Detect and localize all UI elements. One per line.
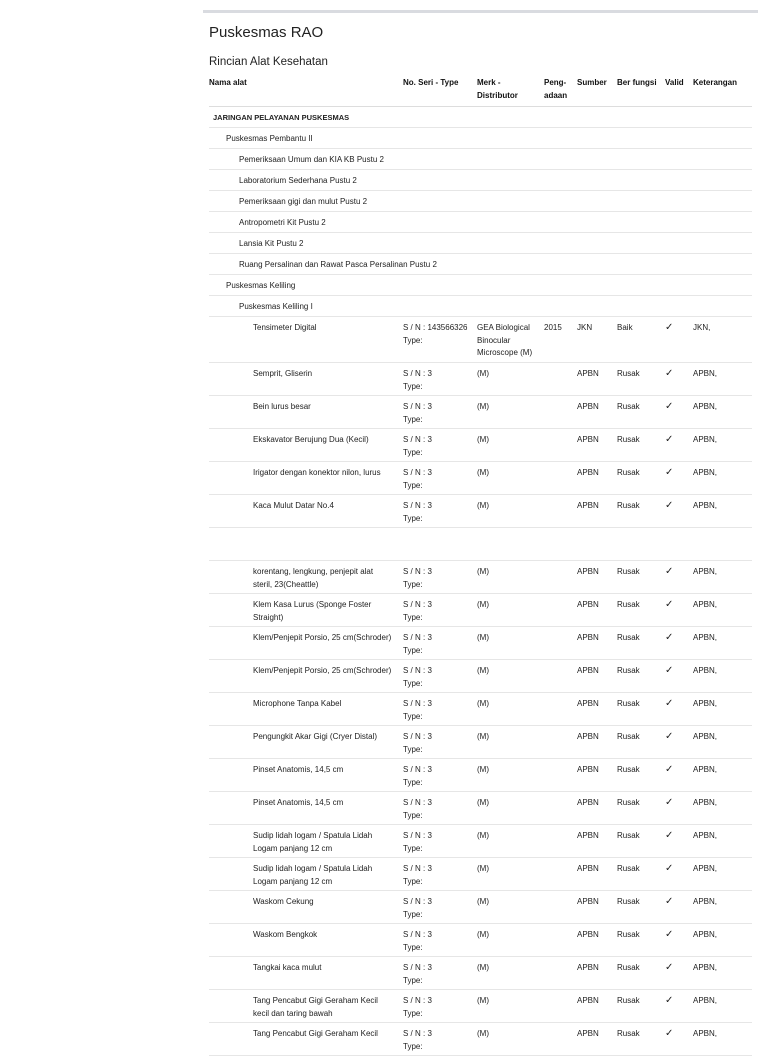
serial-number: S / N : 3 [403, 864, 432, 873]
serial-type: Type: [403, 579, 423, 589]
serial-number: S / N : 3 [403, 930, 432, 939]
serial-type: Type: [403, 381, 423, 391]
item-name: Pinset Anatomis, 14,5 cm [253, 798, 344, 807]
col-sumber: Sumber [577, 78, 607, 87]
valid-check-icon: ✓ [665, 665, 674, 676]
item-fungsi: Rusak [617, 666, 640, 675]
valid-check-icon: ✓ [665, 368, 674, 379]
serial-number: S / N : 3 [403, 468, 432, 477]
item-fungsi: Rusak [617, 765, 640, 774]
item-keterangan: APBN, [693, 996, 718, 1005]
item-serial [403, 665, 473, 690]
item-rows [209, 317, 752, 1056]
item-keterangan: APBN, [693, 501, 718, 510]
table-row [209, 957, 752, 990]
serial-number: S / N : 3 [403, 369, 432, 378]
table-row [209, 1023, 752, 1056]
serial-number: S / N : 3 [403, 699, 432, 708]
item-name: Klem/Penjepit Porsio, 25 cm(Schroder) [253, 633, 392, 642]
item-fungsi: Rusak [617, 468, 640, 477]
serial-number: S / N : 3 [403, 897, 432, 906]
table-header [209, 71, 752, 107]
serial-type: Type: [403, 975, 423, 985]
item-keterangan: APBN, [693, 963, 718, 972]
group-label: Pemeriksaan gigi dan mulut Pustu 2 [239, 197, 368, 206]
page-subtitle: Rincian Alat Kesehatan [209, 56, 328, 68]
item-sumber: APBN [577, 732, 599, 741]
item-merk: GEA Biological Binocular Microscope (M) [477, 323, 533, 357]
serial-type: Type: [403, 645, 423, 655]
item-fungsi: Rusak [617, 633, 640, 642]
item-merk: (M) [477, 402, 489, 411]
item-sumber: APBN [577, 765, 599, 774]
item-sumber: APBN [577, 1029, 599, 1038]
item-merk: (M) [477, 468, 489, 477]
item-name: Tang Pencabut Gigi Geraham Kecil kecil dan taring bawah [253, 996, 378, 1018]
item-name: korentang, lengkung, penjepit alat steril, 23(Cheattle) [253, 567, 374, 589]
item-sumber: APBN [577, 897, 599, 906]
table-row [209, 891, 752, 924]
serial-type: Type: [403, 744, 423, 754]
group-row [209, 254, 752, 275]
item-serial [403, 929, 473, 954]
item-serial [403, 797, 473, 822]
item-serial [403, 995, 473, 1020]
item-fungsi: Rusak [617, 732, 640, 741]
serial-number: S / N : 3 [403, 435, 432, 444]
empty-row [209, 528, 752, 561]
item-fungsi: Rusak [617, 699, 640, 708]
serial-type: Type: [403, 909, 423, 919]
item-sumber: APBN [577, 666, 599, 675]
item-serial [403, 698, 473, 723]
item-name: Waskom Bengkok [253, 930, 318, 939]
item-keterangan: APBN, [693, 831, 718, 840]
item-name: Bein lurus besar [253, 402, 311, 411]
table-row [209, 759, 752, 792]
valid-check-icon: ✓ [665, 599, 674, 610]
serial-number: S / N : 3 [403, 732, 432, 741]
group-row [209, 296, 752, 317]
item-serial [403, 434, 473, 459]
table-row [209, 396, 752, 429]
item-keterangan: JKN, [693, 323, 711, 332]
item-merk: (M) [477, 831, 489, 840]
item-name: Semprit, Gliserin [253, 369, 313, 378]
item-keterangan: APBN, [693, 798, 718, 807]
item-sumber: APBN [577, 600, 599, 609]
valid-check-icon: ✓ [665, 797, 674, 808]
item-sumber: APBN [577, 567, 599, 576]
item-fungsi: Rusak [617, 864, 640, 873]
equipment-table [209, 71, 752, 1056]
item-fungsi: Rusak [617, 435, 640, 444]
group-row [209, 107, 752, 128]
table-row [209, 990, 752, 1023]
table-row [209, 594, 752, 627]
serial-type: Type: [403, 711, 423, 721]
group-row [209, 275, 752, 296]
item-merk: (M) [477, 930, 489, 939]
page-title: Puskesmas RAO [209, 24, 324, 41]
item-serial [403, 401, 473, 426]
item-fungsi: Rusak [617, 798, 640, 807]
valid-check-icon: ✓ [665, 401, 674, 412]
item-merk: (M) [477, 435, 489, 444]
item-merk: (M) [477, 996, 489, 1005]
item-fungsi: Rusak [617, 501, 640, 510]
col-valid: Valid [665, 78, 684, 87]
item-keterangan: APBN, [693, 765, 718, 774]
col-fungsi: Ber fungsi [617, 78, 657, 87]
table-row [209, 561, 752, 594]
serial-number: S / N : 3 [403, 765, 432, 774]
table-row [209, 726, 752, 759]
valid-check-icon: ✓ [665, 698, 674, 709]
serial-type: Type: [403, 942, 423, 952]
item-name: Pinset Anatomis, 14,5 cm [253, 765, 344, 774]
serial-number: S / N : 3 [403, 996, 432, 1005]
item-keterangan: APBN, [693, 666, 718, 675]
valid-check-icon: ✓ [665, 467, 674, 478]
group-row [209, 128, 752, 149]
item-name: Ekskavator Berujung Dua (Kecil) [253, 435, 369, 444]
table-row [209, 627, 752, 660]
item-keterangan: APBN, [693, 567, 718, 576]
valid-check-icon: ✓ [665, 566, 674, 577]
item-fungsi: Rusak [617, 600, 640, 609]
item-fungsi: Baik [617, 323, 633, 332]
item-serial [403, 962, 473, 987]
group-label: Lansia Kit Pustu 2 [239, 239, 304, 248]
col-pengadaan: Peng- adaan [544, 78, 568, 100]
serial-type: Type: [403, 335, 423, 345]
valid-check-icon: ✓ [665, 962, 674, 973]
table-row [209, 858, 752, 891]
group-row [209, 149, 752, 170]
table-row [209, 660, 752, 693]
group-row [209, 191, 752, 212]
item-serial [403, 863, 473, 888]
group-label: Ruang Persalinan dan Rawat Pasca Persalinan Pustu 2 [239, 260, 437, 269]
serial-number: S / N : 3 [403, 666, 432, 675]
valid-check-icon: ✓ [665, 322, 674, 333]
item-fungsi: Rusak [617, 567, 640, 576]
item-merk: (M) [477, 798, 489, 807]
serial-type: Type: [403, 480, 423, 490]
valid-check-icon: ✓ [665, 830, 674, 841]
item-keterangan: APBN, [693, 1029, 718, 1038]
valid-check-icon: ✓ [665, 731, 674, 742]
valid-check-icon: ✓ [665, 929, 674, 940]
item-fungsi: Rusak [617, 1029, 640, 1038]
item-sumber: APBN [577, 369, 599, 378]
item-keterangan: APBN, [693, 864, 718, 873]
item-pengadaan: 2015 [544, 323, 562, 332]
item-serial [403, 830, 473, 855]
col-seri: No. Seri - Type [403, 78, 459, 87]
item-serial [403, 500, 473, 525]
item-serial [403, 632, 473, 657]
item-sumber: APBN [577, 699, 599, 708]
serial-type: Type: [403, 678, 423, 688]
table-row [209, 792, 752, 825]
valid-check-icon: ✓ [665, 632, 674, 643]
item-sumber: APBN [577, 633, 599, 642]
item-keterangan: APBN, [693, 468, 718, 477]
item-merk: (M) [477, 963, 489, 972]
valid-check-icon: ✓ [665, 863, 674, 874]
serial-number: S / N : 143566326 [403, 323, 468, 332]
group-label: JARINGAN PELAYANAN PUSKESMAS [213, 113, 350, 122]
item-merk: (M) [477, 732, 489, 741]
item-fungsi: Rusak [617, 402, 640, 411]
serial-type: Type: [403, 1008, 423, 1018]
item-merk: (M) [477, 864, 489, 873]
table-row [209, 495, 752, 528]
serial-type: Type: [403, 810, 423, 820]
item-sumber: APBN [577, 798, 599, 807]
item-merk: (M) [477, 369, 489, 378]
item-sumber: APBN [577, 963, 599, 972]
item-fungsi: Rusak [617, 930, 640, 939]
item-serial [403, 599, 473, 624]
group-row [209, 212, 752, 233]
serial-type: Type: [403, 777, 423, 787]
group-label: Pemeriksaan Umum dan KIA KB Pustu 2 [239, 155, 384, 164]
item-name: Kaca Mulut Datar No.4 [253, 501, 334, 510]
item-merk: (M) [477, 897, 489, 906]
item-keterangan: APBN, [693, 732, 718, 741]
item-keterangan: APBN, [693, 435, 718, 444]
item-name: Sudip lidah logam / Spatula Lidah Logam panjang 12 cm [253, 831, 373, 853]
item-serial [403, 1028, 473, 1053]
item-serial [403, 731, 473, 756]
item-serial [403, 368, 473, 393]
item-keterangan: APBN, [693, 897, 718, 906]
serial-number: S / N : 3 [403, 567, 432, 576]
item-serial [403, 896, 473, 921]
item-serial [403, 467, 473, 492]
item-sumber: APBN [577, 468, 599, 477]
item-keterangan: APBN, [693, 633, 718, 642]
item-sumber: APBN [577, 864, 599, 873]
valid-check-icon: ✓ [665, 896, 674, 907]
col-nama: Nama alat [209, 78, 247, 87]
item-keterangan: APBN, [693, 699, 718, 708]
serial-number: S / N : 3 [403, 831, 432, 840]
table-row [209, 825, 752, 858]
serial-number: S / N : 3 [403, 963, 432, 972]
table-row [209, 363, 752, 396]
serial-type: Type: [403, 414, 423, 424]
item-sumber: APBN [577, 831, 599, 840]
item-name: Klem/Penjepit Porsio, 25 cm(Schroder) [253, 666, 392, 675]
item-serial [403, 764, 473, 789]
item-sumber: APBN [577, 930, 599, 939]
item-fungsi: Rusak [617, 963, 640, 972]
item-name: Waskom Cekung [253, 897, 314, 906]
item-merk: (M) [477, 567, 489, 576]
item-keterangan: APBN, [693, 402, 718, 411]
col-merk: Merk - Distributor [477, 78, 518, 100]
serial-type: Type: [403, 513, 423, 523]
item-name: Sudip lidah logam / Spatula Lidah Logam panjang 12 cm [253, 864, 373, 886]
item-merk: (M) [477, 633, 489, 642]
group-label: Puskesmas Pembantu II [226, 134, 313, 143]
item-serial [403, 322, 473, 347]
item-name: Tang Pencabut Gigi Geraham Kecil [253, 1029, 378, 1038]
top-border [203, 10, 758, 13]
table-row [209, 462, 752, 495]
serial-number: S / N : 3 [403, 633, 432, 642]
group-label: Puskesmas Keliling [226, 281, 296, 290]
serial-type: Type: [403, 447, 423, 457]
table-row [209, 924, 752, 957]
item-merk: (M) [477, 1029, 489, 1038]
group-row [209, 233, 752, 254]
item-merk: (M) [477, 501, 489, 510]
serial-type: Type: [403, 843, 423, 853]
item-merk: (M) [477, 666, 489, 675]
item-merk: (M) [477, 699, 489, 708]
serial-number: S / N : 3 [403, 1029, 432, 1038]
item-fungsi: Rusak [617, 369, 640, 378]
serial-type: Type: [403, 612, 423, 622]
item-name: Tangkai kaca mulut [253, 963, 322, 972]
table-row [209, 317, 752, 363]
valid-check-icon: ✓ [665, 500, 674, 511]
item-name: Irigator dengan konektor nilon, lurus [253, 468, 381, 477]
item-merk: (M) [477, 765, 489, 774]
table-row [209, 693, 752, 726]
item-sumber: APBN [577, 501, 599, 510]
serial-type: Type: [403, 876, 423, 886]
serial-number: S / N : 3 [403, 798, 432, 807]
item-sumber: JKN [577, 323, 593, 332]
group-label: Puskesmas Keliling I [239, 302, 313, 311]
item-merk: (M) [477, 600, 489, 609]
valid-check-icon: ✓ [665, 764, 674, 775]
serial-type: Type: [403, 1041, 423, 1051]
valid-check-icon: ✓ [665, 1028, 674, 1039]
item-name: Tensimeter Digital [253, 323, 317, 332]
table-row [209, 429, 752, 462]
item-sumber: APBN [577, 402, 599, 411]
item-sumber: APBN [577, 996, 599, 1005]
item-keterangan: APBN, [693, 369, 718, 378]
valid-check-icon: ✓ [665, 995, 674, 1006]
group-label: Antropometri Kit Pustu 2 [239, 218, 326, 227]
item-keterangan: APBN, [693, 930, 718, 939]
item-name: Klem Kasa Lurus (Sponge Foster Straight) [253, 600, 372, 622]
item-serial [403, 566, 473, 591]
serial-number: S / N : 3 [403, 402, 432, 411]
item-name: Microphone Tanpa Kabel [253, 699, 342, 708]
item-name: Pengungkit Akar Gigi (Cryer Distal) [253, 732, 378, 741]
group-label: Laboratorium Sederhana Pustu 2 [239, 176, 357, 185]
item-keterangan: APBN, [693, 600, 718, 609]
group-row [209, 170, 752, 191]
item-fungsi: Rusak [617, 897, 640, 906]
serial-number: S / N : 3 [403, 501, 432, 510]
item-fungsi: Rusak [617, 996, 640, 1005]
item-fungsi: Rusak [617, 831, 640, 840]
valid-check-icon: ✓ [665, 434, 674, 445]
serial-number: S / N : 3 [403, 600, 432, 609]
item-sumber: APBN [577, 435, 599, 444]
col-keterangan: Keterangan [693, 78, 738, 87]
